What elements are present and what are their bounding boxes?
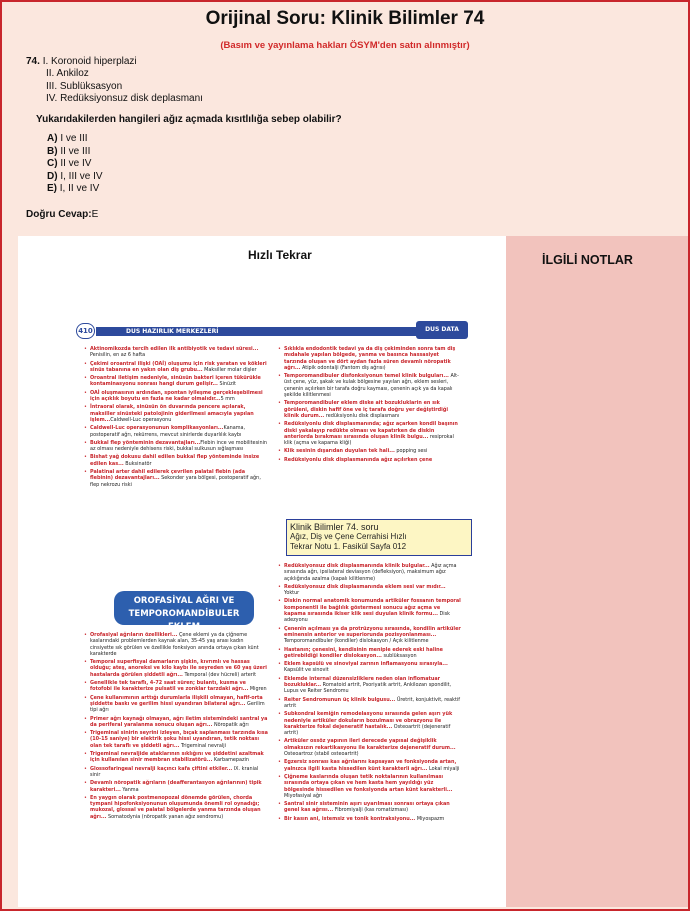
note-answer: Yanma <box>120 786 139 793</box>
quick-review-heading: Hızlı Tekrar <box>248 248 312 262</box>
note-answer: Flebin ince ve mobilitesinin az olması nedeniyle dehisens riski, bukkal sulkusun sığlaşması <box>90 439 268 453</box>
note-item <box>84 780 268 793</box>
note-item <box>278 697 462 710</box>
book-right-column-lower <box>278 563 462 824</box>
note-question: Hastanın; çenesini, kendisinin meniple ederek eski haline getirebildiği kondiler dislokasyon... <box>284 646 443 659</box>
note-answer: Disk adezyonu <box>284 611 450 624</box>
note-question: Çekimi oroantral ilişki (OAİ) oluşumu için risk yaratan ve kökleri sinüs tabanına en yakın olan diş grubu... <box>90 360 267 373</box>
book-left-column-lower <box>84 632 268 822</box>
note-question: Bukkal flep yönteminin dezavantajları... <box>90 439 201 446</box>
note-answer: Sekonder yara bölgesi, postoperatif ağrı, flep nekrozu riski <box>90 475 261 488</box>
note-question: Temporal superfisyal damarların şişkin, kıvrımlı ve hassas olduğu; ateş, anoreksi ve kilo kaybı ile seyreden ve 60 yaş üzeri hastalarda görülen şiddetli ağrı... <box>90 659 267 678</box>
note-item <box>84 751 268 764</box>
question-item: I. Koronoid hiperplazi <box>42 56 137 67</box>
note-answer: 5 mm <box>220 396 235 403</box>
note-question: Bishat yağ dokusu dahil edilen bukkal flep yönteminde insize edilen kas... <box>90 454 260 467</box>
question-item: II. Ankiloz <box>46 68 89 80</box>
copyright-notice: (Basım ve yayınlama hakları ÖSYM'den satın alınmıştır) <box>220 40 470 51</box>
note-item <box>84 404 268 423</box>
note-question: Temporomandibuler eklem diske ait bozukluklarin en sık görüleni, diskin hafif öne ve iç tarafa doğru yer değiştirdiği klinik durum... <box>284 400 448 419</box>
note-item <box>84 659 268 678</box>
note-answer: IX. kranial sinir <box>90 765 259 778</box>
question-item: IV. Redüksiyonsuz disk deplasmanı <box>46 92 203 104</box>
correct-answer-value: E <box>91 209 99 220</box>
note-item <box>278 373 462 398</box>
book-band-title: DUS HAZIRLIK MERKEZLERİ <box>96 327 416 336</box>
callout-line-3: Tekrar Notu 1. Fasikül Sayfa 012 <box>290 542 407 551</box>
note-answer: Miyofasiyal ağrı <box>284 792 323 799</box>
note-question: Çiğneme kaslarında oluşan tetik noktalarının kullanılması sırasında ortaya çıkan ve hem kasta hem yayıldığı yüz bölgesinde hissedilen ve fonksiyonda artan künt karakterli... <box>284 773 453 793</box>
answer-options <box>47 133 103 196</box>
question-block <box>26 56 342 126</box>
book-page-header <box>74 321 472 337</box>
related-notes-panel <box>506 236 688 907</box>
note-item <box>278 647 462 660</box>
note-answer: Çene eklemi ya da çiğneme kaslarındaki problemlerden kaynak alan, 35-45 yaş arası kadın cinsiyette sık görülen ve özellikle fonksiyon anında ortaya çıkan künt karakterde <box>90 632 259 657</box>
option-d: D) I, III ve IV <box>47 170 103 182</box>
note-answer: Miyospazm <box>415 815 445 822</box>
note-question: Çenenin açılması ya da protrüzyonu sırasında, kondilin artiküler eminensin anterior ve superiorunda pozisyonlanması... <box>284 625 461 638</box>
note-answer: redüksiyonlu disk displasmanı <box>324 412 400 419</box>
note-question: Palatinal arter dahil edilerek çevrilen palatal flebin (ada flebinin) dezavantajları... <box>90 469 246 482</box>
note-item <box>84 469 268 488</box>
note-item <box>278 816 462 822</box>
note-answer: Somatodynia (nöropatik yanan ağız sendromu) <box>106 813 224 820</box>
note-answer: Üretrit, konjuktivit, reaktif artrit <box>284 696 460 709</box>
book-left-column <box>84 346 268 490</box>
option-a: A) I ve III <box>47 133 88 144</box>
note-question: Sıklıkla endodontik tedavi ya da diş çekiminden sonra tam diş mıdahale yapılan bölgede, yanma ve basınca hassasiyet tarzında oluşan ve dört aydan fazla süren devamlı nöropatik ağrı... <box>284 346 456 371</box>
note-question: İntraoral olarak, sinüsün ön duvarında pencere açılarak, maksiller sinüsteki patolojinin giderilmesi amacıyla yapılan işlem... <box>90 404 254 423</box>
note-question: Reiter Sendromunun üç klinik bulgusu... <box>284 696 396 703</box>
note-answer: popping sesi <box>394 448 428 455</box>
note-item <box>278 661 462 674</box>
note-answer: Alt-üst çene, yüz, şakak ve kulak bölgesine yayılan ağrı, eklem sesleri, çenenin açılırken bir tarafa doğru kayması, çenenin açık ya da kapalı şekilde kilitlenmesi <box>284 373 459 399</box>
note-item <box>84 361 268 374</box>
note-answer: Kanama, postoperatif ağrı, rekürrens, mevcut sinirlerde duyarlılık kaybı <box>90 425 246 438</box>
note-question: Devamlı nöropatik ağrıların (deafferantasyon ağrılarının) tipik karakteri... <box>90 780 262 793</box>
book-section-title: OROFASİYAL AĞRI VE TEMPOROMANDİBULER EKLEM <box>114 591 254 625</box>
note-answer: Osteoartrit (dejeneratif artrit) <box>284 723 451 737</box>
note-item <box>84 632 268 657</box>
note-item <box>278 598 462 623</box>
note-answer: Gerilim tipi ağrı <box>90 700 265 714</box>
note-question: Klik sesinin dışarıdan duyulan tek hali... <box>284 448 395 455</box>
note-item <box>84 730 268 749</box>
note-item <box>278 738 462 757</box>
note-item <box>84 390 268 403</box>
note-question: Caldwell-Luc operasyonunun komplikasyonları... <box>90 425 224 432</box>
note-answer: sublüksasyon <box>381 652 417 659</box>
note-answer: Osteoartroz (stabil osteoartrit) <box>284 751 359 758</box>
note-question: Glossofaringeal nevralji kaçıncı kafa çiftini etkiler... <box>90 765 233 772</box>
note-question: Subkondral kemiğin remodelasyonu sırasında gelen aşırı yük nedeniyle artiküler dokuların bozulması ve obrazyonu ile karakterize fokal dejeneratif hastalık... <box>284 711 453 730</box>
related-notes-heading: İLGİLİ NOTLAR <box>542 253 633 267</box>
note-item <box>278 346 462 371</box>
note-answer: Buksinatör <box>123 460 152 467</box>
note-answer: Maksiller molar dişler <box>202 366 257 373</box>
note-answer: Penisilin, en az 6 hafta <box>90 352 146 359</box>
note-item <box>84 375 268 388</box>
note-item <box>278 676 462 695</box>
reference-callout <box>286 519 472 556</box>
note-question: Egzersiz sonrası kas ağrılarını kapsayan ve fonksiyonda artan, yalnızca ilgili kasta hissedilen künt karakterli ağrı... <box>284 759 457 772</box>
note-question: Santral sinir sisteminin aşırı uyarılması sonrası ortaya çıkan genel kas ağrısı... <box>284 801 450 814</box>
note-question: Oroantral iletişim nedeniyle, sinüsün bakteri içeren tükürükle kontaminasyonu sonrası hangi durum gelişir... <box>90 375 261 388</box>
note-question: Redüksiyonsuz disk displasmanında eklem sesi var mıdır... <box>284 583 446 590</box>
note-answer: Kapsülit ve sinovit <box>284 667 329 674</box>
callout-line-2: Ağız, Diş ve Çene Cerrahisi Hızlı <box>290 532 407 541</box>
note-item <box>84 716 268 729</box>
note-answer: Lokal miyalji <box>427 765 460 772</box>
note-answer: Yoktur <box>284 590 300 597</box>
note-item <box>278 421 462 446</box>
note-answer: Karbamepazin <box>212 757 249 764</box>
note-answer: Caldwell-Luc operasyonu <box>110 416 172 423</box>
callout-line-1: Klinik Bilimler 74. soru <box>290 522 379 532</box>
page-title: Orijinal Soru: Klinik Bilimler 74 <box>205 8 485 29</box>
note-item <box>84 695 268 714</box>
note-item <box>84 766 268 779</box>
note-item <box>84 440 268 453</box>
note-item <box>84 795 268 820</box>
note-question: Redüksiyonsuz disk displasmanında klinik bulgular... <box>284 563 430 569</box>
book-right-column <box>278 346 462 465</box>
note-answer: Trigeminal nevralji <box>179 742 226 749</box>
note-question: Eklemde internal düzensizliklere neden olan inflomatuar bozukluklar... <box>284 675 441 689</box>
note-item <box>84 680 268 693</box>
note-question: Orofasiyal ağrıların özellikleri... <box>90 632 178 638</box>
note-question: En yaygın olarak postmenopozal dönemde görülen, chorda tympani hipofonksiyonunun oluşumunda önemli rol oynadığı; mukozal, glossal ve palatal bölgelerde yanma tarzında oluşan ağrı... <box>90 794 261 820</box>
note-item <box>278 448 462 454</box>
book-logo: DUS DATA <box>416 321 468 339</box>
note-item <box>84 346 268 359</box>
note-question: Aktinomikozda tercih edilen ilk antibiyotik ve tedavi süresi... <box>90 346 259 352</box>
note-item <box>278 563 462 582</box>
note-question: Redüksiyonlu disk displasmanında; ağız açarken kondil başının diski yakalayıp redükte olması ve kapatırken de diskin anteriorda bırakması sırasında oluşan klinik bulgu... <box>284 421 458 440</box>
note-question: Temporomandibuler disfonksiyonun temel klinik bulguları... <box>284 373 449 380</box>
note-item <box>278 759 462 772</box>
note-item <box>278 457 462 463</box>
question-number: 74. <box>26 56 40 67</box>
note-question: Trigeminal nevraljide ataklarının sıklığını ve şiddetini azaltmak için kullanılan sinir membran stabilizatörü... <box>90 751 264 764</box>
note-item <box>278 400 462 419</box>
note-answer: Temporal (dev hücreli) arterit <box>182 671 257 678</box>
note-answer: Romatoid artrit, Psoriyatik artrit, Ankilozan spondilit, Lupus ve Reiter Sendromu <box>284 682 452 695</box>
note-question: Redüksiyonlu disk displasmanında ağız açılırken çene <box>284 456 433 463</box>
note-answer: Ağız açma sırasında ağrı, ipsilateral deviasyon (defleksiyon), maksimum ağız açıklığında azalma (kapalı kilitlenme) <box>284 563 457 582</box>
book-page-number: 410 <box>76 323 95 339</box>
correct-answer: Doğru Cevap:E <box>26 209 99 220</box>
note-answer: Fibromiyalji (kas romatizması) <box>333 807 409 814</box>
question-stem: Yukarıdakilerden hangileri ağız açmada kısıtlılığa sebep olabilir? <box>36 114 342 126</box>
note-item <box>84 425 268 438</box>
note-answer: Sinüzit <box>217 381 236 388</box>
question-item: III. Sublüksasyon <box>46 80 123 92</box>
option-c: C) II ve IV <box>47 158 92 170</box>
note-item <box>278 774 462 799</box>
note-question: Genellikle tek taraflı, 4-72 saat süren; bulantı, kusma ve fotofobi ile karakterize pulsatil ve zonklar tarzdaki ağrı... <box>90 680 249 693</box>
note-question: OAİ oluşmasının ardından, spontan iyileşme gerçekleşebilmesi için açıklık boyutu en fazla ne kadar olmalıdır... <box>90 389 263 403</box>
note-answer: Atipik odontalji (Fantom diş ağrısı) <box>300 364 386 371</box>
note-item <box>278 626 462 645</box>
note-item <box>278 801 462 814</box>
note-question: Diskin normal anatomik konumunda artiküler fossanın temporal komponentli ile bağlılık göstermesi sonucu ağız açma ve kapama sırasında ikiser klik sesi duyulan klinik formu... <box>284 598 461 618</box>
option-b: B) II ve III <box>47 145 91 157</box>
note-item <box>278 584 462 597</box>
note-question: Artiküler ossöz yapının ileri derecede yapısal değişiklik olmaksızın rekartikasyonu ile karakterize dejeneratif durum... <box>284 738 456 751</box>
note-answer: Nöropatik ağrı <box>212 721 249 728</box>
book-page-image <box>74 316 472 901</box>
note-question: Bir kasın ani, istemsiz ve tonik kontraksiyonu... <box>284 815 416 822</box>
note-item <box>278 711 462 736</box>
note-question: Çene kullanımının arttığı durumlarla ilişkili olmayan, hafif-orta şiddette baskı ve gerilim hissi uyandıran bilateral ağrı... <box>90 694 263 707</box>
note-item <box>84 454 268 467</box>
note-question: Trigeminal sinirin seyrini izleyen, bıçak saplanması tarzında kısa (10-15 saniye) bir elektrik şoku hissi uyandıran, tetik noktası olan tek taraflı ve şiddetli ağrı... <box>90 730 268 749</box>
quick-review-panel <box>18 236 506 907</box>
note-answer: Migren <box>248 686 267 693</box>
note-answer: Temporomandibuler (kondiler) dislokasyon / Açık kilitlenme <box>284 638 429 645</box>
note-question: Primer ağrı kaynağı olmayan, ağrı iletim sistemindeki santral ya da periferal yaralanma sonucu oluşan ağrı... <box>90 715 268 728</box>
note-question: Eklem kapsülü ve sinoviyal zarının inflamasyonu sırasıyla... <box>284 661 448 668</box>
option-e: E) I, II ve IV <box>47 183 100 195</box>
note-answer: resiprokal klik (açma ve kapama kliği) <box>284 433 454 447</box>
